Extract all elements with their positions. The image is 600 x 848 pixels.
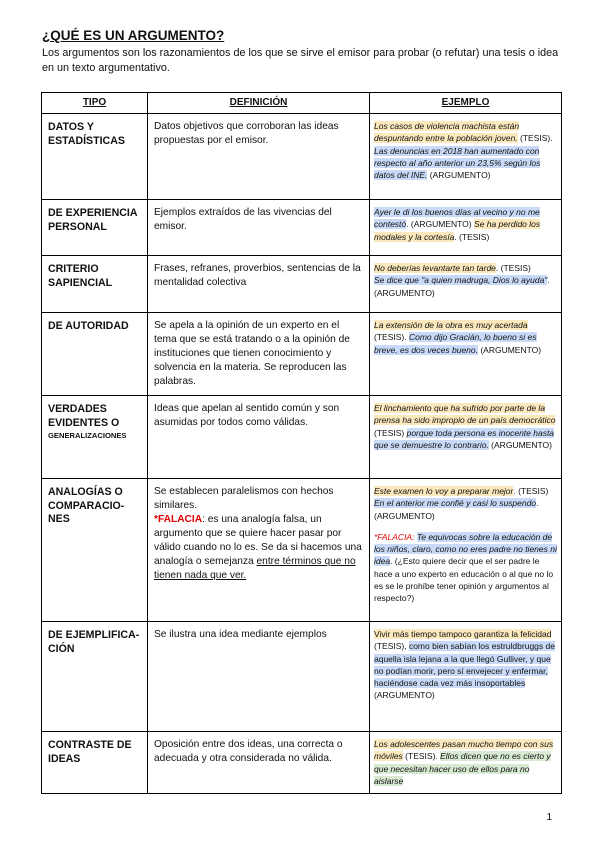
tipo-cell: CONTRASTE DE IDEAS	[42, 732, 148, 794]
table-row	[42, 732, 562, 794]
label-text: (ARGUMENTO)	[374, 690, 435, 701]
header-tipo: TIPO	[42, 93, 148, 114]
label-text: (TESIS).	[374, 332, 409, 343]
argumento-text: porque toda persona es inocente hasta que se demuestre lo contrario.	[374, 427, 555, 450]
page-number: 1	[546, 812, 552, 823]
falacia-label: *FALACIA:	[374, 531, 417, 542]
label-text: . (TESIS)	[513, 486, 549, 496]
argumento-text: Ellos dicen que no es cierto y que necesitan hacer uso de ellos para no aislarse	[374, 751, 551, 786]
header-definicion: DEFINICIÓN	[148, 93, 370, 114]
label-text: . (	[390, 556, 398, 567]
label-text: (TESIS)	[374, 427, 407, 438]
definicion-cell: Frases, refranes, proverbios, sentencias de la mentalidad colectiva	[148, 256, 370, 313]
definicion-cell: Ideas que apelan al sentido común y son asumidas por todos como válidas.	[148, 396, 370, 479]
tipo-cell: DE EXPERIENCIA PERSONAL	[42, 200, 148, 256]
falacia-label: *FALACIA	[154, 514, 203, 525]
definicion-cell: Se ilustra una idea mediante ejemplos	[148, 622, 370, 732]
definicion-cell: Ejemplos extraídos de las vivencias del emisor.	[148, 200, 370, 256]
tesis-text: Se ha perdido los modales y la cortesía	[374, 219, 541, 242]
table-header-row	[42, 93, 562, 114]
ejemplo-cell	[370, 479, 562, 622]
tipo-cell: DE AUTORIDAD	[42, 313, 148, 396]
tesis-text: La extensión de la obra es muy acertada	[374, 320, 528, 330]
label-text: (TESIS),	[374, 641, 409, 652]
falacia-explanation-text: ¿Esto quiere decir que el ser padre le hace a uno experto en educación o al que no lo es se le prohíbe tener opinión y argumentos al respecto?)	[374, 556, 554, 604]
ejemplo-cell	[370, 732, 562, 794]
ejemplo-cell	[370, 200, 562, 256]
definicion-cell: Datos objetivos que corroboran las ideas propuestas por el emisor.	[148, 114, 370, 200]
tipo-cell	[42, 396, 148, 479]
table-row	[42, 256, 562, 313]
tesis-text: Este examen lo voy a preparar mejor	[374, 486, 514, 496]
argumento-text: como bien sabían los estruldbruggs de aquella isla lejana a la que llegó Gulliver, y que no podían morir, pero sí envejecer y enfermar, haciéndose cada vez más insoportables	[374, 641, 555, 689]
tesis-text: El linchamiento que ha sufrido por parte de la prensa ha sido impropio de un país democrático	[374, 403, 556, 426]
ejemplo-cell	[370, 396, 562, 479]
label-text: . (TESIS)	[495, 263, 531, 273]
label-text: . (TESIS)	[454, 231, 490, 242]
argumento-text: Las denuncias en 2018 han aumentado con respecto al año anterior un 23,5% según los datos del INE.	[374, 145, 541, 181]
ejemplo-cell	[370, 622, 562, 732]
argumento-text: Se dice que "a quien madruga, Dios lo ayuda"	[374, 275, 548, 286]
label-text: . (ARGUMENTO)	[406, 219, 474, 230]
label-text: . (ARGUMENTO)	[374, 498, 539, 521]
table-row	[42, 313, 562, 396]
argumento-text: Ayer le di los buenos días al vecino y no me contestó	[374, 207, 540, 230]
falacia-example-text: Te equivocas sobre la educación de los niños, claro, como no eres padre no tienes ni idea	[374, 531, 557, 567]
tipo-cell: ANALOGÍAS O COMPARACIO-NES	[42, 479, 148, 622]
argumento-text: Como dijo Gracián, lo bueno si es breve, es dos veces bueno.	[374, 332, 537, 355]
table-row	[42, 200, 562, 256]
page-title: ¿QUÉ ES UN ARGUMENTO?	[42, 28, 225, 43]
label-text: (ARGUMENTO)	[427, 170, 491, 181]
header-ejemplo: EJEMPLO	[370, 93, 562, 114]
tipo-cell: DE EJEMPLIFICA-CIÓN	[42, 622, 148, 732]
table-row	[42, 479, 562, 622]
arguments-table	[41, 92, 562, 794]
falacia-text: : es una analogía falsa, un argumento que se quiere hacer pasar por válido cuando no lo es. Se da si hacemos una analogía o semejanza	[154, 514, 362, 567]
table-row	[42, 114, 562, 200]
tipo-label: VERDADES EVIDENTES O	[48, 403, 120, 429]
definicion-cell: Se apela a la opinión de un experto en el tema que se está tratando o a la opinión de instituciones que tienen conocimiento y solvencia en la materia. Se reproducen las palabras.	[148, 313, 370, 396]
tesis-text: Los adolescentes pasan mucho tiempo con sus móviles	[374, 739, 554, 762]
label-text: (TESIS).	[402, 751, 441, 762]
label-text: (ARGUMENTO)	[488, 439, 552, 450]
tesis-text: Vivir más tiempo tampoco garantiza la felicidad	[374, 629, 552, 639]
ejemplo-cell	[370, 114, 562, 200]
definicion-cell	[148, 479, 370, 622]
definicion-cell: Oposición entre dos ideas, una correcta o adecuada y otra considerada no válida.	[148, 732, 370, 794]
ejemplo-cell	[370, 313, 562, 396]
label-text: . (ARGUMENTO)	[374, 275, 550, 298]
tesis-text: Los casos de violencia machista están despuntando entre la población joven.	[374, 121, 520, 144]
table-row	[42, 622, 562, 732]
table-row	[42, 396, 562, 479]
intro-paragraph: Los argumentos son los razonamientos de los que se sirve el emisor para probar (o refutar) una tesis o idea en un texto argumentativo.	[42, 47, 559, 74]
ejemplo-cell	[370, 256, 562, 313]
tipo-cell: DATOS Y ESTADÍSTICAS	[42, 114, 148, 200]
definicion-text: Se establecen paralelismos con hechos similares.	[154, 486, 334, 511]
tesis-text: No deberías levantarte tan tarde	[374, 263, 496, 273]
tipo-cell: CRITERIO SAPIENCIAL	[42, 256, 148, 313]
tipo-label-small: GENERALIZACIONES	[48, 431, 127, 440]
label-text: (ARGUMENTO)	[477, 344, 542, 355]
label-text: (TESIS).	[517, 133, 553, 144]
argumento-text: En el anterior me confié y casi lo suspendo	[374, 498, 537, 509]
falacia-underlined-text: entre términos que no tienen nada que ver.	[154, 556, 356, 581]
